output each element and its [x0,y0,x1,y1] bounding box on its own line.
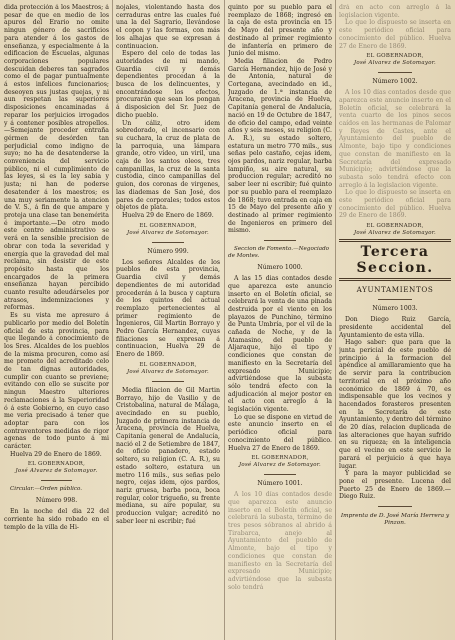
paragraph: drá en acto con arreglo á la legislacion vigente. [339,4,451,19]
paragraph: A los 10 días contados desde que aparezca este anuncio inserto en el Boletín oficial, se celebrará la venta cuarto de los pinos secos caídos en las hermanas de Palomar y Reyes de Castes, ante el Ayuntamiento del pueblo de Almonte, bajo tipo y condiciones que constan de manifiesto en la Secretaría del expresado Municipio; advirtiéndose que la subasta solo tendrá efecto con arreglo á la legislacion vigente. [339,89,451,189]
notice-number: Número 1001. [257,480,303,488]
section-rule [339,278,451,281]
paragraph: Los señores Alcaldes de los pueblos de esta provincia, Guardia civil y demás dependientes de mi autoridad procederán á la busca y captura de los quintos del actual reemplazo pertenecientes al primer regimiento de Ingenieros, Gil Martin Borrayo y Pedro García Hernandez, cuyas filiaciones se expresan á continuacion, Huelva 29 de Enero de 1869. [116,258,220,359]
paragraph: nojales, violentando hasta dos cerraduras entre las cuales fué una la del Sagrario, llevándose el copon y las formas, con más los alhajas que se expresan á continuacion. [116,4,220,50]
paragraph: Media filiacion de Gil Martin Borrayo, hijo de Vasilio y de Cristobalina, natural de Málaga, avecindado en su pueblo, Juzgado de primera instancia de Aracena, provincia de Huelva, Capitanía general de Andalucía, nació el 2 de Setiembre de 1847, de oficio panadero, estado soltero, su religion (C. A. R.), su estado soltero, estatura un metro 116 mils., sus señas pelo negro, cejas idem, ojos pardos, nariz gruesa, barba poca, boca regular, color trigueño, su frente mediana, su aire popular, su produccion vulgar; acreditó no saber leer ni escribir; fué [116,386,220,525]
section-rule [339,239,451,242]
section-header: Seccion de Fomento.—Negociado de Montes. [228,246,330,260]
paragraph: Lo que se dispone en virtud de este anuncio inserto en el periódico oficial para conocimiento del público. Huelva 27 de Enero de 1869. [228,413,332,452]
section-title: Tercera Seccion. [356,244,434,277]
column-2 [116,4,220,640]
signature-name: José Alvarez de Sotomayor. [126,368,210,375]
signature-name: José Alvarez de Sotomayor. [15,468,98,475]
signature-title: EL GOBERNADOR, [366,223,424,230]
column-rule [112,0,113,640]
signature-title: EL GOBERNADOR, [139,361,197,368]
column-4 [339,4,451,640]
section-header: Circular.—Orden público. [10,486,83,493]
signature-title: EL GOBERNADOR, [366,53,424,60]
paragraph: A los 10 días contados desde que aparezca este anuncio inserto en el Boletín oficial, se celebrará la subasta, término de tres pesos sóbranos al abrido á Tirabarca, anejo al Ayuntamiento del pueblo de Almonte, bajo el tipo y condiciones que constan de manifiesto en la Secretaría del expresado Municipio; advirtiéndose que la subasta solo tendrá [228,491,332,591]
column-1 [4,4,109,640]
signature-name: José Alvarez de Sotomayor. [353,60,437,67]
paragraph: quinto por su pueblo para el reemplazo de 1868; ingresó en la caja de esta provincia en 15 de Mayo del presente año y destinado al primer regimiento de infantería en primero de Junio del mismo. [228,4,332,58]
divider [378,72,412,73]
paragraph: A las 15 dias contados desde que aparezca este anuncio inserto en el Boletín oficial, se celebrará la venta de una pinada destruida por el viento en los playazos de Punchino, término de Punta Umbría, por el vil de la cañada de Noche, y de la Atamasino, del pueblo de Aljaraque, hijo el tipo y condiciones que constan de manifiesto en la Secretaría del expresado Municipio; advirtiéndose que la subasta sólo tendrá efecto con la adjudicación al mejor postor en el acto con arreglo á la legislación vigente. [228,275,332,414]
notice-number: Número 1002. [372,78,418,86]
divider [152,242,183,243]
divider [378,299,412,300]
paragraph: Hago saber: que para que la junta pericial de este pueblo dé principio á la formacion del apéndice al amillaramiento que ha de servir para la contribucion territorial en el próximo año económico de 1869 á 70, es indispensable que los vecinos y hacendados forasteros presenten en la Secretaría de este Ayuntamiento, y dentro del término de 20 días, relacion duplicada de las alteraciones que hayan sufrido en su riqueza; en la inteligencia que el vecino en este servicio le parará el perjuicio á que haya lugar. [339,339,451,470]
notice-number: Número 1000. [257,264,303,272]
divider [152,381,183,382]
subsection-title: AYUNTAMIENTOS [356,285,434,295]
paragraph: dida protección á los Maestros; á pesar de que en medio de los apuros del Erario no omite ningun género de sacrificios para atender á los gastos de enseñanza, y especialmente á la edificacion de Escuelas, algunas corporaciones populares descuidan deberes tan sagrados como el de pagar puntualmente á estos infelices funcionarios; deseoyen sus justas quejas, y ni aun respetan las superiores disposiciones encaminadas á reparar los perjuicios irrogados y á contener posibles atropellos.—Semejante proceder entraña gérmen de desórden tan perjudicial como indigno de suyo; no ha de desatenderse la conveniencia del servicio público, ni el cumplimiento de las leyes, si es la ley sabia y justa; ni han de poderse desatender á los maestros; es una muy seriamente la atencion de V. S., á fin de que ampare y proteja una clase tan benemérita é importante.—De otro modo este centro administrativo se verá en la sensible precision de obrar con toda la severidad y energía que la gravedad del mal reclama, sin desistir de este propósito hasta que los encargados de la primera enseñanza hayan percibido cuanto resulte adeudárseles por atrasos, indemnizaciones y reformas. [4,4,109,312]
notice-number: Número 1003. [372,305,418,313]
paragraph: Lo que lo dispuesto se inserta en este periódico oficial para conocimiento del público. Huelva 29 de Enero de 1869. [339,189,451,220]
paragraph: En la noche del dia 22 del corriente ha sido robado en el templo de la villa de Hi- [4,508,109,531]
signature-title: EL GOBERNADOR, [27,461,86,468]
notice-number: Número 999. [147,247,189,255]
signature-name: José Alvarez de Sotomayor. [353,230,437,237]
divider [41,480,73,481]
imprint: Imprenta de D. José María Herrera y Pinzon. [340,513,450,527]
date-line: Huelva 29 de Enero de 1869. [10,450,102,458]
column-rule [335,0,336,640]
paragraph: Un cáliz, otro idem sobredorado, el incensario con su cuchara, la cruz de plata de la parroquia, una lámpara grande, otro vídeo, un viril, una caja de los santos oleos, tres campanillas, la cruz de la santa custodia, cinco campanillas del guion, dos coronas de virgenes, las diademas de San José, dos pares de corporales; todos estos objetos de plata. [116,119,220,212]
signature-title: EL GOBERNADOR, [139,222,197,229]
paragraph: Lo que lo dispuesto se inserta en este periódico oficial para conocimiento del público. Huelva 27 de Enero de 1869. [339,19,451,50]
signature-name: José Alvarez de Sotomayor. [238,462,322,469]
paragraph: Y para la mayor publicidad se pone el presente. Lucena del Puerto 25 de Enero de 1869.—Diego Ruiz. [339,470,451,501]
signature-title: EL GOBERNADOR, [251,455,309,462]
divider [264,474,295,475]
divider [378,506,412,507]
date-line: Huelva 29 de Enero de 1869. [122,211,214,219]
paragraph: Espero del celo de todas las autoridades de mi mando, Guardia civil y demás dependientes procedan á la busca de los delincuentes, y encontrándose los efectos, procurarán que sean los pongan á disposicion del Sr. Juez de dicho pueblo. [116,50,220,119]
signature-name: José Alvarez de Sotomayor. [126,229,210,236]
paragraph: Don Diego Ruiz García, presidente accidental del Ayuntamiento de esta villa. [339,316,451,339]
divider [264,240,295,241]
paragraph: Es su vista me apresuro á publicarlo por medio del Boletín oficial de esta provincia, para que llegando á conocimiento de los Sres. Alcaldes de los pueblos de la misma procuren, como así me prometo del acreditado celo de tan dignas autoridades, cumplir con cuanto se previene; evitando con ello se suscite por ningun Maestro ulteriores reclamaciones á la Superioridad ó á este Gobierno, en cuyo caso me veria precisado á tener que adoptar para con los contraventores medidas de rigor agenas de todo punto á mi carácter. [4,312,109,451]
column-3 [228,4,332,640]
notice-number: Número 998. [35,497,78,505]
paragraph: Media filiacion de Pedro García Hernandez, hijo de José y de Antonia, natural de Cortegana, avecindado en id., Juzgado de 1.ª instancia de Aracena, provincia de Huelva, Capitanía general de Andalucía, nació en 19 de Octubre de 1847, de oficio del campo, edad veinte años y seis meses, su religion (C. A. R.), su estado soltero, estatura un metro 770 mils., sus señas pelo castaño, cejas idem, ojos pardos, nariz regular, barba lampiño, su aire natural, su produccion regular; acreditó no saber leer ni escribir; fué quinto por su pueblo para el reemplazo de 1868; tuvo entrada en caja en 15 de Mayo del presente año y destinado al primer regimiento de Ingenieros en primero del mismo. [228,57,332,235]
column-rule [224,0,225,640]
